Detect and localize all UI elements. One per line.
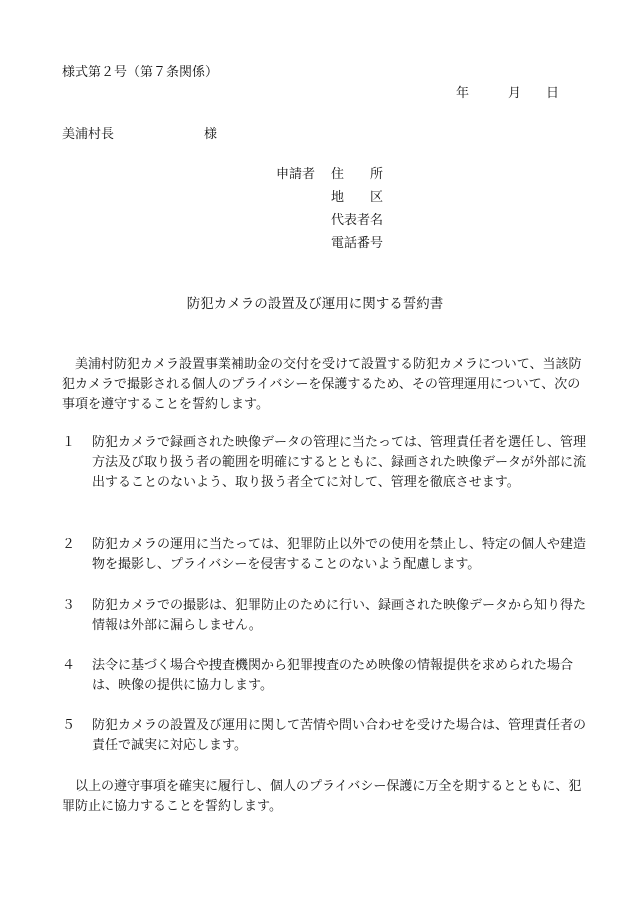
date-year-label: 年 bbox=[456, 86, 470, 101]
item-number: ３ bbox=[62, 598, 76, 613]
addressee-name: 美浦村長 bbox=[62, 127, 115, 142]
pledge-item-4 bbox=[62, 656, 592, 696]
document-title: 防犯カメラの設置及び運用に関する誓約書 bbox=[186, 296, 444, 312]
field-phone: 電話番号 bbox=[331, 236, 384, 251]
item-number: ５ bbox=[62, 718, 76, 733]
item-text: 防犯カメラの設置及び運用に関して苦情や問い合わせを受けた場合は、管理責任者の責任で誠実に対応します。 bbox=[92, 718, 587, 753]
addressee bbox=[62, 128, 217, 141]
pledge-item-1 bbox=[62, 433, 592, 493]
date-day-label: 日 bbox=[546, 86, 560, 101]
intro-paragraph: 美浦村防犯カメラ設置事業補助金の交付を受けて設置する防犯カメラについて、当該防犯カメラで撮影される個人のプライバシーを保護するため、その管理運用について、次の事項を遵守することを誓約します。 bbox=[62, 357, 582, 412]
applicant-label: 申請者 bbox=[276, 167, 316, 182]
addressee-honorific: 様 bbox=[204, 127, 218, 142]
item-number: ４ bbox=[62, 658, 76, 673]
field-district: 地 区 bbox=[331, 190, 384, 205]
date-month-label: 月 bbox=[508, 86, 522, 101]
pledge-item-3 bbox=[62, 596, 592, 636]
field-address: 住 所 bbox=[331, 167, 384, 182]
item-text: 法令に基づく場合や捜査機関から犯罪捜査のため映像の情報提供を求められた場合は、映像の提供に協力します。 bbox=[92, 658, 574, 693]
form-number: 様式第２号（第７条関係） bbox=[62, 65, 219, 80]
item-number: ２ bbox=[62, 537, 76, 552]
pledge-item-5 bbox=[62, 716, 592, 756]
item-text: 防犯カメラの運用に当たっては、犯罪防止以外での使用を禁止し、特定の個人や建造物を撮影し、プライバシーを侵害することのないよう配慮します。 bbox=[92, 537, 587, 572]
pledge-item-2 bbox=[62, 535, 592, 575]
item-text: 防犯カメラで録画された映像データの管理に当たっては、管理責任者を選任し、管理方法及び取り扱う者の範囲を明確にするとともに、録画された映像データが外部に流出することのないよう、取り扱う者全てに対して、管理を徹底させます。 bbox=[92, 435, 587, 490]
item-text: 防犯カメラでの撮影は、犯罪防止のために行い、録画された映像データから知り得た情報は外部に漏らしません。 bbox=[92, 598, 587, 633]
applicant-fields bbox=[331, 168, 383, 260]
closing-paragraph: 以上の遵守事項を確実に履行し、個人のプライバシー保護に万全を期するとともに、犯罪防止に協力することを誓約します。 bbox=[62, 779, 582, 814]
date-line bbox=[456, 87, 559, 100]
item-number: １ bbox=[62, 435, 76, 450]
field-representative: 代表者名 bbox=[331, 213, 384, 228]
